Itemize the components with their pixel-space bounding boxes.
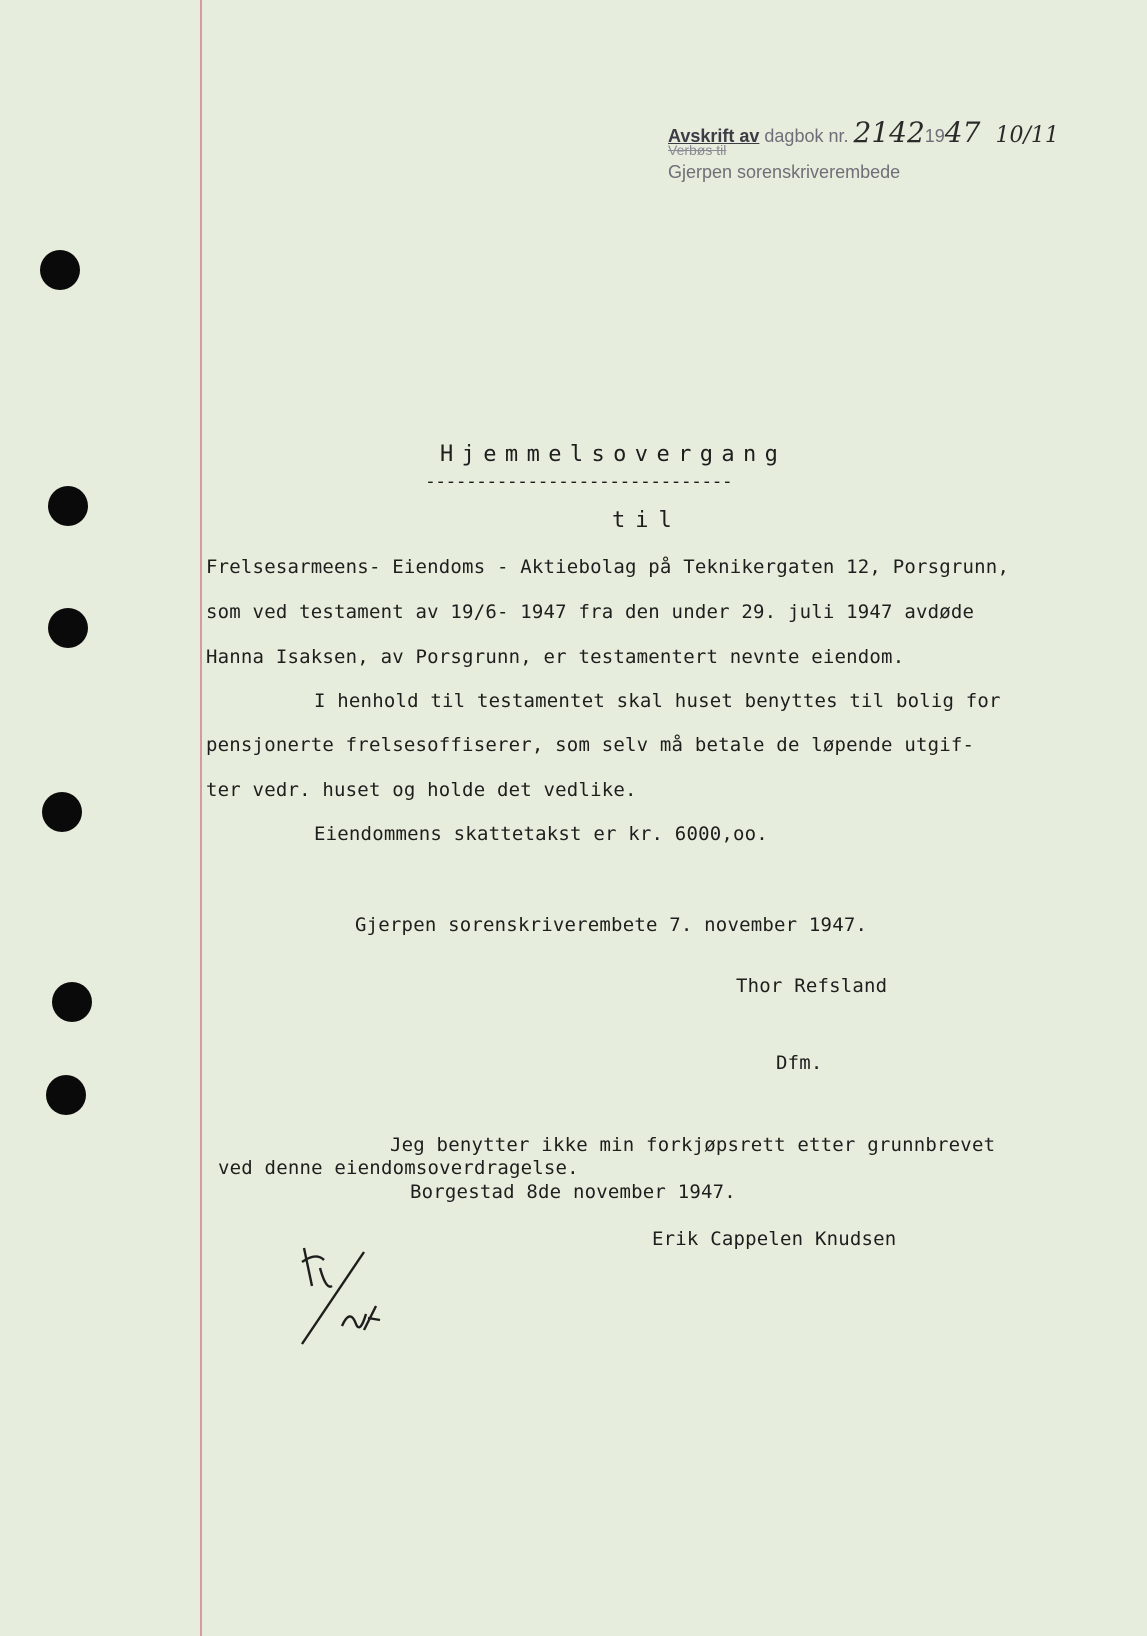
declaration-signer: Erik Cappelen Knudsen [652,1228,897,1250]
document-title: Hjemmelsovergang [440,442,787,467]
punch-hole [52,982,92,1022]
paragraph-line: I henhold til testamentet skal huset benyttes til bolig for [314,690,1001,712]
paragraph-line: ter vedr. huset og holde det vedlike. [206,779,637,801]
stamp-struck-word: Verbøs til [668,142,727,158]
punch-hole [42,792,82,832]
place-date: Gjerpen sorenskriverembete 7. november 1947. [355,914,868,936]
paragraph-line: pensjonerte frelsesoffiserer, som selv må betale de løpende utgif- [206,734,975,756]
punch-hole [46,1075,86,1115]
punch-hole [48,486,88,526]
signer-name: Thor Refsland [736,975,888,997]
document-subtitle: til [612,508,682,533]
paragraph-line: Frelsesarmeens- Eiendoms - Aktiebolag på Teknikergaten 12, Porsgrunn, [206,556,1010,578]
paragraph-line: Hanna Isaksen, av Porsgrunn, er testamentert nevnte eiendom. [206,646,905,668]
registry-stamp [668,116,1059,149]
title-underline: ------------------------------ [425,471,733,492]
declaration-place-date: Borgestad 8de november 1947. [410,1181,736,1203]
handwritten-initials [298,1238,388,1348]
declaration-line: ved denne eiendomsoverdragelse. [218,1157,579,1179]
tax-value-line: Eiendommens skattetakst er kr. 6000,oo. [314,823,768,845]
margin-line [200,0,202,1636]
stamp-year: 47 [944,116,981,149]
stamp-number: 2142 [853,116,925,149]
punch-hole [40,250,80,290]
stamp-date: 10/11 [995,123,1059,148]
stamp-office: Gjerpen sorenskriverembede [668,162,901,182]
declaration-line: Jeg benytter ikke min forkjøpsrett etter grunnbrevet [390,1134,996,1156]
paragraph-line: som ved testament av 19/6- 1947 fra den under 29. juli 1947 avdøde [206,601,975,623]
stamp-year-prefix: 19 [924,126,945,146]
stamp-prefix: Avskrift av [668,126,760,146]
punch-hole [48,608,88,648]
stamp-middle: dagbok nr. [764,126,849,146]
signer-title: Dfm. [776,1052,823,1074]
